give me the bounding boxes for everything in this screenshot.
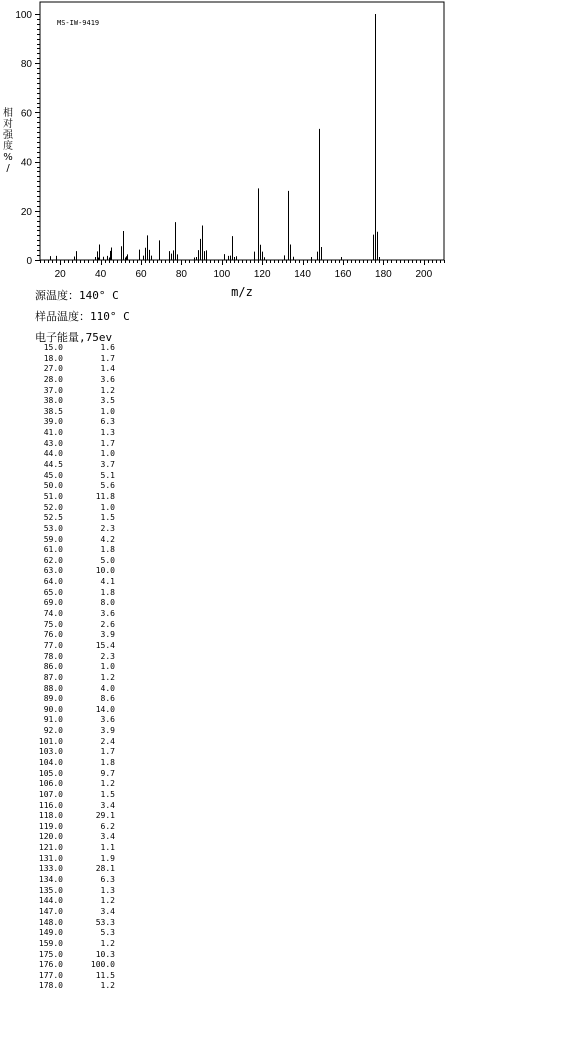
peak-row (35, 662, 115, 673)
peak-row (35, 747, 115, 758)
peak-intensity: 1.0 (100, 406, 115, 416)
y-tick-label: 60 (20, 108, 32, 120)
x-tick-label: 40 (95, 269, 107, 280)
peak-intensity: 14.0 (95, 704, 115, 714)
peak-row (35, 971, 115, 982)
x-tick-label: 200 (415, 269, 433, 280)
x-tick-label: 20 (54, 269, 66, 280)
peak-intensity: 1.6 (100, 343, 115, 352)
peak-mz: 89.0 (43, 694, 63, 704)
peak-intensity: 4.2 (100, 534, 115, 544)
peak-mz: 144.0 (38, 896, 63, 906)
peak-mz: 88.0 (43, 683, 63, 693)
peak-row (35, 801, 115, 812)
peak-intensity: 1.5 (100, 789, 115, 799)
x-tick-label: 80 (175, 269, 187, 280)
peak-mz: 75.0 (43, 619, 63, 629)
peak-mz: 176.0 (38, 960, 63, 970)
peak-intensity: 2.6 (100, 619, 115, 629)
peak-row (35, 386, 115, 397)
x-axis-title: m/z (231, 285, 253, 299)
peak-intensity: 9.7 (100, 768, 115, 778)
peak-intensity: 1.7 (100, 353, 115, 363)
peak-row (35, 896, 115, 907)
peak-mz: 103.0 (38, 747, 63, 757)
peak-intensity: 1.5 (100, 513, 115, 523)
peak-row (35, 566, 115, 577)
peak-row (35, 588, 115, 599)
peak-mz: 77.0 (43, 640, 63, 650)
peak-row (35, 396, 115, 407)
peak-row (35, 694, 115, 705)
peak-intensity: 5.3 (100, 928, 115, 938)
peak-mz: 147.0 (38, 906, 63, 916)
spectrum-peaks (51, 14, 380, 260)
peak-intensity: 28.1 (95, 864, 115, 874)
peak-row (35, 854, 115, 865)
peak-row (35, 779, 115, 790)
peak-intensity: 1.1 (100, 843, 115, 853)
peak-row (35, 950, 115, 961)
source-temperature: 源温度：140° C (35, 289, 119, 302)
peak-mz: 106.0 (38, 779, 63, 789)
peak-intensity: 5.6 (100, 481, 115, 491)
peak-mz: 107.0 (38, 789, 63, 799)
peak-mz: 52.0 (43, 502, 63, 512)
peak-intensity: 1.2 (100, 938, 115, 948)
y-tick-label: 80 (20, 59, 32, 71)
peak-row (35, 832, 115, 843)
peak-row (35, 620, 115, 631)
peak-row (35, 545, 115, 556)
peak-mz: 175.0 (38, 949, 63, 959)
peak-row (35, 513, 115, 524)
peak-intensity: 3.4 (100, 832, 115, 842)
peak-intensity: 100.0 (90, 960, 115, 970)
x-tick-label: 120 (253, 269, 271, 280)
peak-row (35, 843, 115, 854)
peak-intensity: 11.5 (95, 970, 115, 980)
peak-intensity: 3.5 (100, 396, 115, 406)
peak-mz: 149.0 (38, 928, 63, 938)
peak-intensity: 3.9 (100, 726, 115, 736)
peak-row (35, 343, 115, 354)
peak-intensity: 6.2 (100, 821, 115, 831)
peak-row (35, 981, 115, 992)
peak-row (35, 524, 115, 535)
peak-mz: 131.0 (38, 853, 63, 863)
peak-row (35, 364, 115, 375)
x-tick-label: 140 (294, 269, 311, 280)
peak-intensity: 8.6 (100, 694, 115, 704)
peak-intensity: 10.0 (95, 566, 115, 576)
peak-row (35, 375, 115, 386)
peak-row (35, 503, 115, 514)
peak-mz: 120.0 (38, 832, 63, 842)
y-tick-label: 20 (20, 206, 32, 218)
peak-intensity: 1.8 (100, 587, 115, 597)
peak-row (35, 907, 115, 918)
peak-intensity: 1.8 (100, 545, 115, 555)
peak-mz: 159.0 (38, 938, 63, 948)
peak-intensity: 1.2 (100, 896, 115, 906)
peak-intensity: 1.9 (100, 853, 115, 863)
peak-mz: 119.0 (38, 821, 63, 831)
y-tick-label: 0 (26, 256, 32, 267)
peak-mz: 118.0 (38, 811, 63, 821)
peak-row (35, 535, 115, 546)
peak-intensity: 3.4 (100, 800, 115, 810)
peak-mz: 52.5 (43, 513, 63, 523)
peak-row (35, 556, 115, 567)
peak-row (35, 417, 115, 428)
peak-intensity: 1.7 (100, 438, 115, 448)
peak-row (35, 407, 115, 418)
peak-row (35, 726, 115, 737)
peak-mz: 15.0 (43, 343, 63, 352)
peak-intensity: 11.8 (95, 491, 115, 501)
peak-row (35, 715, 115, 726)
plot-frame (40, 2, 444, 260)
peak-intensity: 1.3 (100, 428, 115, 438)
spectrum-id-label: MS-IW-9419 (57, 19, 100, 27)
peak-intensity: 1.8 (100, 757, 115, 767)
peak-intensity: 3.4 (100, 906, 115, 916)
peak-mz: 178.0 (38, 981, 63, 991)
peak-row (35, 737, 115, 748)
peak-mz: 38.0 (43, 396, 63, 406)
peak-mz: 44.5 (43, 460, 63, 470)
peak-intensity: 1.2 (100, 981, 115, 991)
peak-intensity: 2.4 (100, 736, 115, 746)
peak-intensity: 1.4 (100, 364, 115, 374)
peak-intensity: 3.6 (100, 609, 115, 619)
peak-row (35, 481, 115, 492)
peak-row (35, 864, 115, 875)
x-tick-label: 100 (213, 269, 231, 280)
peak-intensity: 1.0 (100, 502, 115, 512)
peak-mz: 135.0 (38, 885, 63, 895)
peak-mz: 90.0 (43, 704, 63, 714)
peak-row (35, 428, 115, 439)
peak-mz: 92.0 (43, 726, 63, 736)
peak-row (35, 492, 115, 503)
peak-mz: 44.0 (43, 449, 63, 459)
peak-intensity: 29.1 (95, 811, 115, 821)
peak-mz: 53.0 (43, 523, 63, 533)
peak-row (35, 598, 115, 609)
peak-intensity: 1.2 (100, 385, 115, 395)
peak-mz: 87.0 (43, 672, 63, 682)
peak-mz: 74.0 (43, 609, 63, 619)
peak-mz: 38.5 (43, 406, 63, 416)
peak-row (35, 769, 115, 780)
peak-row (35, 577, 115, 588)
peak-mz: 78.0 (43, 651, 63, 661)
peak-row (35, 609, 115, 620)
peak-mz: 91.0 (43, 715, 63, 725)
peak-row (35, 684, 115, 695)
peak-intensity: 2.3 (100, 523, 115, 533)
peak-mz: 101.0 (38, 736, 63, 746)
y-axis-title: 相对强度% / (3, 108, 13, 174)
peak-intensity: 1.2 (100, 779, 115, 789)
peak-intensity: 4.1 (100, 577, 115, 587)
peak-mz: 51.0 (43, 491, 63, 501)
peak-row (35, 960, 115, 971)
electron-energy: 电子能量,75ev (35, 331, 113, 344)
peak-mz: 27.0 (43, 364, 63, 374)
peak-row (35, 439, 115, 450)
peak-mz: 28.0 (43, 374, 63, 384)
peak-mz: 45.0 (43, 470, 63, 480)
peak-row (35, 449, 115, 460)
peak-intensity: 5.0 (100, 555, 115, 565)
x-axis (41, 260, 445, 280)
peak-intensity: 1.0 (100, 449, 115, 459)
peak-mz: 148.0 (38, 917, 63, 927)
peak-mz: 64.0 (43, 577, 63, 587)
peak-row (35, 811, 115, 822)
x-tick-label: 180 (375, 269, 392, 280)
peak-row (35, 630, 115, 641)
peak-intensity: 15.4 (95, 640, 115, 650)
peak-row (35, 354, 115, 365)
peak-intensity: 1.3 (100, 885, 115, 895)
sample-temperature: 样品温度：110° C (35, 310, 130, 323)
peak-intensity: 5.1 (100, 470, 115, 480)
peak-intensity: 3.9 (100, 630, 115, 640)
peak-intensity: 3.6 (100, 374, 115, 384)
peak-intensity: 4.0 (100, 683, 115, 693)
y-tick-label: 100 (15, 10, 32, 21)
y-tick-label: 40 (20, 157, 32, 169)
peak-intensity: 1.2 (100, 672, 115, 682)
peak-mz: 69.0 (43, 598, 63, 608)
peak-intensity: 1.7 (100, 747, 115, 757)
peak-mz: 116.0 (38, 800, 63, 810)
peak-mz: 86.0 (43, 662, 63, 672)
mass-spectrum-chart (0, 0, 570, 300)
peak-row (35, 705, 115, 716)
peak-row (35, 673, 115, 684)
peak-row (35, 928, 115, 939)
peak-mz: 61.0 (43, 545, 63, 555)
y-axis (15, 10, 40, 267)
peak-row (35, 758, 115, 769)
peak-mz: 59.0 (43, 534, 63, 544)
peak-mz: 50.0 (43, 481, 63, 491)
peak-row (35, 886, 115, 897)
peak-mz: 18.0 (43, 353, 63, 363)
peak-mz: 63.0 (43, 566, 63, 576)
peak-row (35, 790, 115, 801)
peak-row (35, 822, 115, 833)
peak-mz: 104.0 (38, 757, 63, 767)
peak-mz: 105.0 (38, 768, 63, 778)
peak-row (35, 471, 115, 482)
peak-row (35, 460, 115, 471)
peak-mz: 39.0 (43, 417, 63, 427)
peak-intensity: 8.0 (100, 598, 115, 608)
peak-row (35, 652, 115, 663)
peak-intensity: 3.6 (100, 715, 115, 725)
peak-mz: 121.0 (38, 843, 63, 853)
peak-intensity: 53.3 (95, 917, 115, 927)
peak-mz: 62.0 (43, 555, 63, 565)
peak-intensity: 3.7 (100, 460, 115, 470)
peak-mz: 43.0 (43, 438, 63, 448)
peak-mz: 65.0 (43, 587, 63, 597)
peak-mz: 177.0 (38, 970, 63, 980)
peak-mz: 76.0 (43, 630, 63, 640)
peak-intensity: 1.0 (100, 662, 115, 672)
peak-row (35, 918, 115, 929)
x-tick-label: 160 (334, 269, 352, 280)
peak-row (35, 641, 115, 652)
peak-mz: 41.0 (43, 428, 63, 438)
x-tick-label: 60 (135, 269, 147, 280)
peak-row (35, 939, 115, 950)
peak-mz: 133.0 (38, 864, 63, 874)
peak-row (35, 875, 115, 886)
peak-mz: 134.0 (38, 875, 63, 885)
peak-mz: 37.0 (43, 385, 63, 395)
peak-table (35, 343, 115, 992)
peak-intensity: 6.3 (100, 875, 115, 885)
peak-intensity: 6.3 (100, 417, 115, 427)
peak-intensity: 2.3 (100, 651, 115, 661)
peak-intensity: 10.3 (95, 949, 115, 959)
